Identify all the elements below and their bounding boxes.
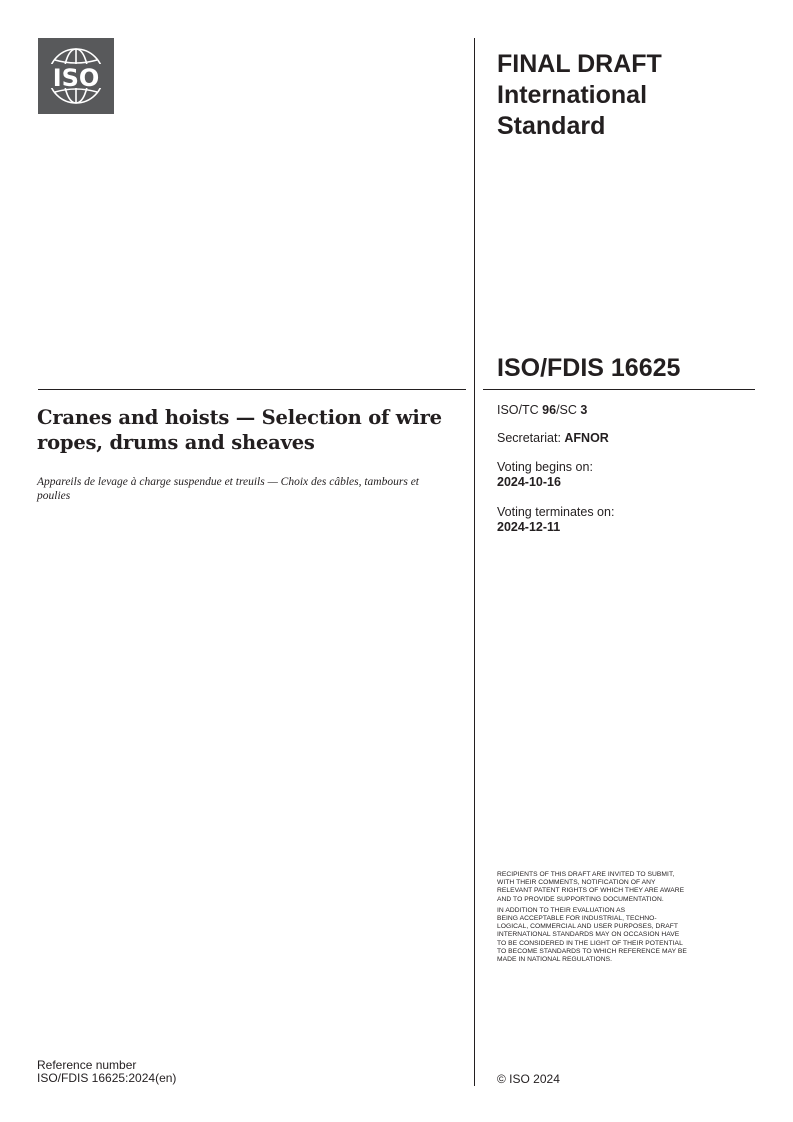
voting-begins-label: Voting begins on: [497,460,593,474]
logo-text: ISO [52,64,100,92]
vertical-divider [474,38,475,1086]
voting-begins [497,460,757,490]
secretariat: Secretariat: AFNOR [497,431,609,445]
tc-number: 96 [542,403,557,417]
sc-number: 3 [580,403,588,417]
voting-terminates-label: Voting terminates on: [497,505,615,519]
committee-reference: ISO/TC 96/SC 3 [497,403,588,417]
document-number: ISO/FDIS 16625 [497,354,681,382]
reference-number [37,1059,176,1085]
secretariat-value: AFNOR [564,431,609,445]
voting-terminates-date: 2024-12-11 [497,520,561,534]
globe-icon [38,38,114,114]
english-title: Cranes and hoists — Selection of wire ropes, drums and sheaves [37,406,442,454]
document-type-line1: FINAL DRAFT [497,50,662,78]
reference-label: Reference number [37,1058,137,1072]
horizontal-divider-right [483,389,755,390]
french-title: Appareils de levage à charge suspendue et treuils — Choix des câbles, tambours et poulies [37,476,419,502]
voting-terminates [497,505,757,535]
notice-paragraph-2: IN ADDITION TO THEIR EVALUATION AS BEING ACCEPTABLE FOR INDUSTRIAL, TECHNO- LOGICAL, COMMERCIAL AND USER PURPOSES, DRAFT INTERNATIONAL STANDARDS MAY ON OCCASION HAVE TO BE CONSIDERED IN THE LIGHT OF THEIR POTENTIAL TO BECOME STANDARDS TO WHICH REFERENCE MAY BE MADE IN NATIONAL REGULATIONS. [497,906,687,964]
document-type-line3: Standard [497,112,606,140]
iso-logo [38,38,114,114]
voting-begins-date: 2024-10-16 [497,475,561,489]
horizontal-divider-left [38,389,466,390]
document-type-line2: International [497,81,648,109]
document-type [497,49,757,142]
notice-paragraph-1: RECIPIENTS OF THIS DRAFT ARE INVITED TO SUBMIT, WITH THEIR COMMENTS, NOTIFICATION OF ANY RELEVANT PATENT RIGHTS OF WHICH THEY ARE AWARE AND TO PROVIDE SUPPORTING DOCUMENTATION. [497,871,685,903]
draft-notice [497,871,757,967]
copyright: © ISO 2024 [497,1072,560,1086]
reference-value: ISO/FDIS 16625:2024(en) [37,1071,177,1085]
